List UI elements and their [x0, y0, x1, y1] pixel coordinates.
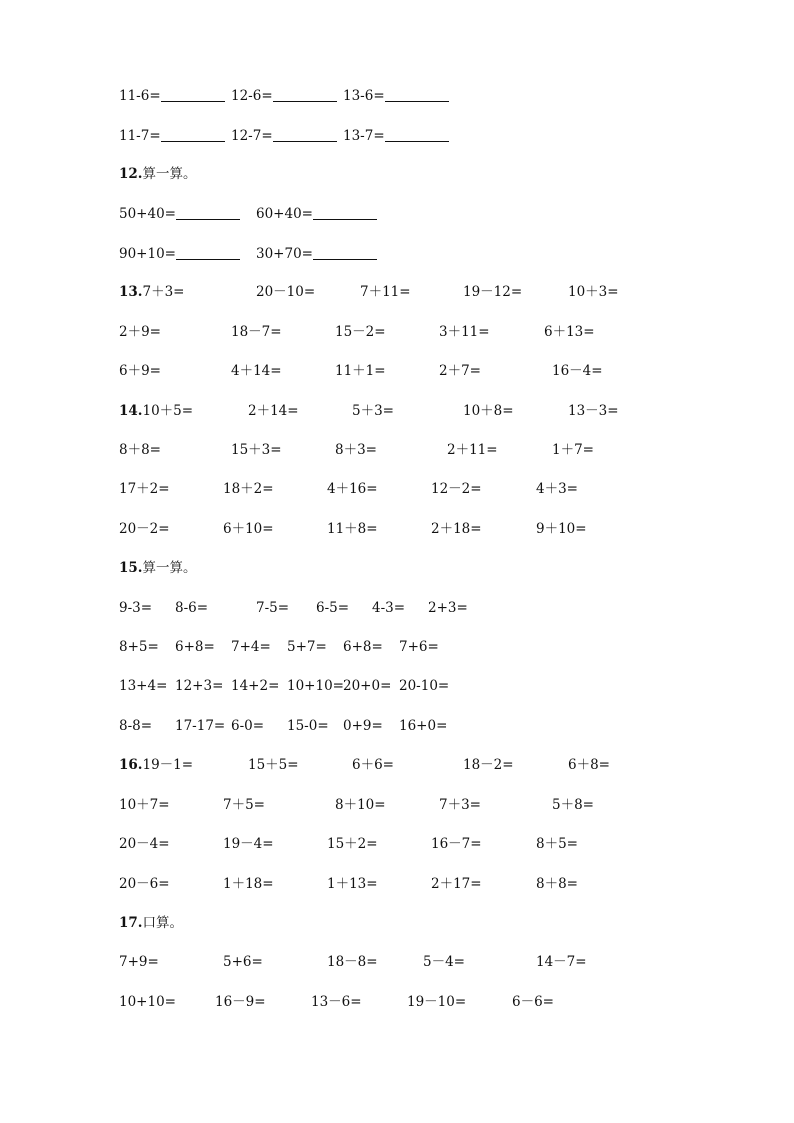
worksheet-line: [0, 557, 794, 579]
worksheet-line: [0, 951, 794, 973]
problem-text: 90+10=: [119, 246, 176, 262]
question-text: 算一算。: [142, 560, 197, 576]
worksheet-line: [0, 912, 794, 934]
math-problem: [119, 991, 176, 1013]
problem-text: 3＋11=: [439, 324, 490, 340]
answer-blank[interactable]: [176, 205, 240, 220]
worksheet-line: [0, 754, 794, 776]
math-problem: [256, 203, 377, 225]
math-problem: [119, 636, 159, 658]
math-problem: [231, 125, 337, 147]
problem-text: 13－6=: [311, 994, 362, 1010]
problem-text: 15＋2=: [327, 836, 378, 852]
math-problem: [399, 636, 439, 658]
answer-blank[interactable]: [161, 87, 225, 102]
problem-text: 16－9=: [215, 994, 266, 1010]
math-problem: [231, 85, 337, 107]
problem-text: 2＋9=: [119, 324, 161, 340]
question-text: 10＋5=: [142, 403, 194, 419]
math-problem: [399, 715, 447, 737]
problem-text: 9-3=: [119, 600, 153, 616]
math-problem: [568, 281, 619, 303]
math-problem: [428, 597, 468, 619]
problem-text: 8＋8=: [119, 442, 161, 458]
math-problem: [372, 597, 405, 619]
worksheet-line: [0, 518, 794, 540]
math-problem: [439, 360, 481, 382]
problem-text: 8＋10=: [335, 797, 386, 813]
problem-text: 7-5=: [256, 600, 290, 616]
math-problem: [536, 478, 578, 500]
problem-text: 11＋8=: [327, 521, 378, 537]
math-problem: [119, 833, 170, 855]
problem-text: 20－6=: [119, 876, 170, 892]
math-problem: [119, 203, 240, 225]
question-number: 12.: [119, 166, 143, 182]
problem-text: 18＋2=: [223, 481, 274, 497]
problem-text: 12+3=: [175, 678, 224, 694]
math-problem: [119, 321, 161, 343]
problem-text: 20+0=: [343, 678, 392, 694]
problem-text: 14+2=: [231, 678, 280, 694]
math-problem: [175, 597, 208, 619]
math-problem: [231, 439, 282, 461]
problem-text: 10＋3=: [568, 284, 619, 300]
problem-text: 50+40=: [119, 206, 176, 222]
math-problem: [352, 754, 394, 776]
worksheet-line: [0, 715, 794, 737]
math-problem: [343, 636, 383, 658]
math-problem: [352, 400, 394, 422]
math-problem: [119, 597, 152, 619]
problem-text: 12－2=: [431, 481, 482, 497]
math-problem: [248, 400, 299, 422]
problem-text: 60+40=: [256, 206, 313, 222]
problem-text: 6-0=: [231, 718, 265, 734]
problem-text: 13-6=: [343, 88, 385, 104]
problem-text: 8-8=: [119, 718, 153, 734]
math-problem: [223, 794, 265, 816]
math-problem: [335, 794, 386, 816]
math-problem: [119, 675, 167, 697]
math-problem: [256, 281, 315, 303]
math-problem: [175, 636, 215, 658]
math-problem: [439, 321, 490, 343]
problem-text: 8＋8=: [536, 876, 578, 892]
problem-text: 18－2=: [463, 757, 514, 773]
problem-text: 11-6=: [119, 88, 161, 104]
problem-text: 5－4=: [423, 954, 465, 970]
worksheet-line: [0, 794, 794, 816]
problem-text: 10+10=: [119, 994, 176, 1010]
problem-text: 18－7=: [231, 324, 282, 340]
math-problem: [175, 715, 225, 737]
worksheet-line: [0, 478, 794, 500]
question-number: 14.: [119, 403, 143, 419]
question-text: 口算。: [142, 915, 183, 931]
math-problem: [119, 85, 225, 107]
math-problem: [119, 715, 152, 737]
problem-text: 2＋18=: [431, 521, 482, 537]
worksheet-line: [0, 833, 794, 855]
problem-text: 5＋8=: [552, 797, 594, 813]
math-problem: [447, 439, 498, 461]
math-problem: [119, 360, 161, 382]
math-problem: [343, 675, 391, 697]
math-problem: [360, 281, 411, 303]
math-problem: [119, 125, 225, 147]
math-problem: [407, 991, 466, 1013]
problem-text: 2＋17=: [431, 876, 482, 892]
problem-text: 16－7=: [431, 836, 482, 852]
math-problem: [512, 991, 554, 1013]
problem-text: 10＋7=: [119, 797, 170, 813]
problem-text: 7+4=: [231, 639, 271, 655]
math-problem: [343, 715, 383, 737]
math-problem: [119, 518, 170, 540]
worksheet-line: [0, 125, 794, 147]
worksheet-line: [0, 636, 794, 658]
math-problem: [568, 754, 610, 776]
problem-text: 0+9=: [343, 718, 383, 734]
math-problem: [463, 754, 514, 776]
worksheet-line: [0, 675, 794, 697]
math-problem: [552, 439, 594, 461]
problem-text: 4＋16=: [327, 481, 378, 497]
question-number: 17.: [119, 915, 143, 931]
math-problem: [287, 675, 344, 697]
answer-blank[interactable]: [273, 127, 337, 142]
worksheet-line: [0, 873, 794, 895]
math-problem: [343, 85, 449, 107]
math-problem: [316, 597, 349, 619]
problem-text: 5＋3=: [352, 403, 394, 419]
problem-text: 7＋3=: [439, 797, 481, 813]
problem-text: 10+10=: [287, 678, 344, 694]
problem-text: 6＋13=: [544, 324, 595, 340]
math-problem: [536, 951, 587, 973]
math-problem: [552, 360, 603, 382]
question-heading: [119, 400, 193, 422]
math-problem: [231, 636, 271, 658]
math-problem: [231, 715, 264, 737]
problem-text: 17＋2=: [119, 481, 170, 497]
problem-text: 6＋8=: [568, 757, 610, 773]
problem-text: 12-7=: [231, 128, 273, 144]
math-problem: [536, 833, 578, 855]
math-problem: [119, 439, 161, 461]
math-problem: [215, 991, 266, 1013]
problem-text: 9＋10=: [536, 521, 587, 537]
math-problem: [463, 400, 514, 422]
problem-text: 8＋5=: [536, 836, 578, 852]
answer-blank[interactable]: [313, 245, 377, 260]
math-problem: [335, 439, 377, 461]
worksheet-line: [0, 360, 794, 382]
problem-text: 16－4=: [552, 363, 603, 379]
problem-text: 6＋10=: [223, 521, 274, 537]
math-problem: [119, 243, 240, 265]
problem-text: 20－4=: [119, 836, 170, 852]
math-problem: [287, 636, 327, 658]
problem-text: 6-5=: [316, 600, 350, 616]
problem-text: 12-6=: [231, 88, 273, 104]
worksheet-line: [0, 243, 794, 265]
problem-text: 20－10=: [256, 284, 316, 300]
problem-text: 2＋14=: [248, 403, 299, 419]
math-problem: [311, 991, 362, 1013]
problem-text: 18－8=: [327, 954, 378, 970]
question-heading: [119, 281, 185, 303]
math-problem: [552, 794, 594, 816]
question-heading: [119, 912, 183, 934]
math-problem: [231, 675, 279, 697]
problem-text: 7+6=: [399, 639, 439, 655]
problem-text: 8＋3=: [335, 442, 377, 458]
problem-text: 13－3=: [568, 403, 619, 419]
math-problem: [223, 478, 274, 500]
math-problem: [536, 518, 587, 540]
problem-text: 15-0=: [287, 718, 329, 734]
math-problem: [335, 321, 386, 343]
math-problem: [431, 518, 482, 540]
problem-text: 11＋1=: [335, 363, 386, 379]
worksheet-line: [0, 597, 794, 619]
answer-blank[interactable]: [273, 87, 337, 102]
math-problem: [175, 675, 223, 697]
question-number: 13.: [119, 284, 143, 300]
problem-text: 6+8=: [175, 639, 215, 655]
question-text: 7＋3=: [142, 284, 185, 300]
math-problem: [327, 833, 378, 855]
problem-text: 19－12=: [463, 284, 523, 300]
math-problem: [119, 478, 170, 500]
problem-text: 4-3=: [372, 600, 406, 616]
question-heading: [119, 557, 197, 579]
worksheet-line: [0, 321, 794, 343]
problem-text: 6＋6=: [352, 757, 394, 773]
math-problem: [327, 951, 378, 973]
question-number: 16.: [119, 757, 143, 773]
math-problem: [287, 715, 329, 737]
problem-text: 7＋5=: [223, 797, 265, 813]
problem-text: 2+3=: [428, 600, 468, 616]
problem-text: 15＋5=: [248, 757, 299, 773]
problem-text: 11-7=: [119, 128, 161, 144]
problem-text: 17-17=: [175, 718, 226, 734]
problem-text: 5+7=: [287, 639, 327, 655]
problem-text: 1＋7=: [552, 442, 594, 458]
math-problem: [119, 951, 159, 973]
math-problem: [431, 478, 482, 500]
math-problem: [231, 360, 282, 382]
worksheet-line: [0, 85, 794, 107]
math-problem: [399, 675, 449, 697]
question-text: 19－1=: [142, 757, 194, 773]
math-problem: [431, 873, 482, 895]
problem-text: 8+5=: [119, 639, 159, 655]
question-heading: [119, 163, 197, 185]
question-number: 15.: [119, 560, 143, 576]
problem-text: 20－2=: [119, 521, 170, 537]
math-problem: [256, 243, 377, 265]
worksheet-line: [0, 281, 794, 303]
problem-text: 19－4=: [223, 836, 274, 852]
problem-text: 6＋9=: [119, 363, 161, 379]
worksheet-line: [0, 163, 794, 185]
problem-text: 10＋8=: [463, 403, 514, 419]
problem-text: 6－6=: [512, 994, 554, 1010]
math-problem: [568, 400, 619, 422]
question-text: 算一算。: [142, 166, 197, 182]
worksheet-line: [0, 991, 794, 1013]
answer-blank[interactable]: [385, 127, 449, 142]
problem-text: 19－10=: [407, 994, 467, 1010]
answer-blank[interactable]: [385, 87, 449, 102]
math-problem: [119, 873, 170, 895]
math-problem: [231, 321, 282, 343]
math-problem: [327, 518, 378, 540]
problem-text: 15－2=: [335, 324, 386, 340]
math-problem: [223, 518, 274, 540]
answer-blank[interactable]: [313, 205, 377, 220]
worksheet-line: [0, 400, 794, 422]
math-problem: [119, 794, 170, 816]
math-problem: [463, 281, 522, 303]
problem-text: 1＋13=: [327, 876, 378, 892]
math-problem: [544, 321, 595, 343]
problem-text: 2＋7=: [439, 363, 481, 379]
problem-text: 30+70=: [256, 246, 313, 262]
worksheet-line: [0, 203, 794, 225]
math-problem: [439, 794, 481, 816]
math-problem: [223, 833, 274, 855]
problem-text: 7+9=: [119, 954, 159, 970]
problem-text: 15＋3=: [231, 442, 282, 458]
math-problem: [327, 478, 378, 500]
math-problem: [423, 951, 465, 973]
problem-text: 6+8=: [343, 639, 383, 655]
math-problem: [248, 754, 299, 776]
worksheet-line: [0, 439, 794, 461]
problem-text: 13+4=: [119, 678, 168, 694]
math-problem: [223, 951, 263, 973]
math-problem: [223, 873, 274, 895]
problem-text: 4＋14=: [231, 363, 282, 379]
math-problem: [343, 125, 449, 147]
math-problem: [536, 873, 578, 895]
problem-text: 2＋11=: [447, 442, 498, 458]
problem-text: 7＋11=: [360, 284, 411, 300]
question-heading: [119, 754, 193, 776]
answer-blank[interactable]: [161, 127, 225, 142]
math-problem: [335, 360, 386, 382]
problem-text: 1＋18=: [223, 876, 274, 892]
answer-blank[interactable]: [176, 245, 240, 260]
problem-text: 14－7=: [536, 954, 587, 970]
problem-text: 4＋3=: [536, 481, 578, 497]
problem-text: 16+0=: [399, 718, 448, 734]
math-problem: [431, 833, 482, 855]
math-problem: [256, 597, 289, 619]
problem-text: 8-6=: [175, 600, 209, 616]
problem-text: 20-10=: [399, 678, 450, 694]
problem-text: 5+6=: [223, 954, 263, 970]
problem-text: 13-7=: [343, 128, 385, 144]
math-problem: [327, 873, 378, 895]
